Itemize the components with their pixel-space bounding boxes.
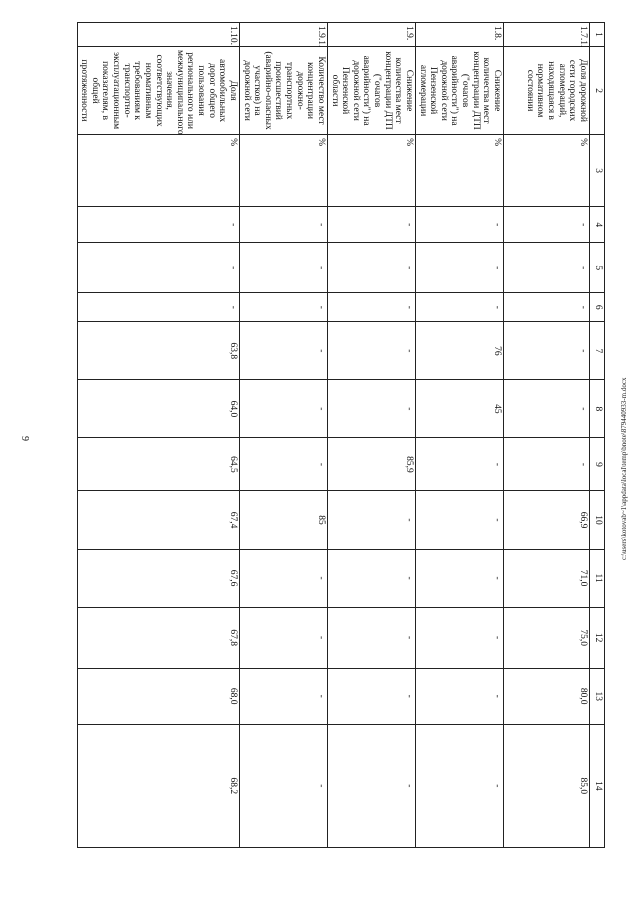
value-cell: - bbox=[77, 293, 239, 322]
column-number-header: 9 bbox=[590, 438, 605, 491]
row-number-cell: 1.7.1. bbox=[504, 23, 590, 47]
value-cell: - bbox=[240, 438, 328, 491]
column-number-header: 2 bbox=[590, 47, 605, 135]
table-row bbox=[328, 23, 416, 848]
column-number-header: 7 bbox=[590, 322, 605, 380]
value-cell: - bbox=[504, 380, 590, 438]
value-cell: 68,2 bbox=[77, 724, 239, 847]
value-cell: 68,0 bbox=[77, 668, 239, 724]
column-number-header: 11 bbox=[590, 549, 605, 607]
column-number-header: 5 bbox=[590, 243, 605, 293]
rotated-table-container bbox=[79, 22, 605, 848]
value-cell: - bbox=[240, 607, 328, 668]
indicator-name-cell: Доля автомобильных дорог общего пользования регионального или межмуниципального значения, соответствующих нормативным требованиям к транспортно-эксплуатационным показателям, в общей протяженности bbox=[77, 47, 239, 135]
table-row bbox=[416, 23, 504, 848]
value-cell: - bbox=[328, 491, 416, 549]
value-cell: - bbox=[240, 207, 328, 243]
value-cell: - bbox=[328, 207, 416, 243]
column-number-header: 14 bbox=[590, 724, 605, 847]
value-cell: - bbox=[416, 207, 504, 243]
value-cell: - bbox=[328, 293, 416, 322]
value-cell: 64,0 bbox=[77, 380, 239, 438]
column-number-row bbox=[590, 23, 605, 848]
value-cell: - bbox=[328, 724, 416, 847]
value-cell: 45 bbox=[416, 380, 504, 438]
value-cell: - bbox=[240, 549, 328, 607]
value-cell: 66,9 bbox=[504, 491, 590, 549]
value-cell: - bbox=[504, 293, 590, 322]
table-row bbox=[240, 23, 328, 848]
footer-file-path: c:\users\kotovab~1\appdata\local\temp\bnote\879440933-m.docx bbox=[620, 377, 628, 560]
column-number-header: 8 bbox=[590, 380, 605, 438]
table-row bbox=[77, 23, 239, 848]
value-cell: 85 bbox=[240, 491, 328, 549]
value-cell: - bbox=[504, 322, 590, 380]
value-cell: - bbox=[328, 243, 416, 293]
value-cell: 63,8 bbox=[77, 322, 239, 380]
value-cell: 71,0 bbox=[504, 549, 590, 607]
table-body bbox=[77, 23, 589, 848]
value-cell: 85,9 bbox=[328, 438, 416, 491]
unit-cell: % bbox=[328, 135, 416, 207]
value-cell: - bbox=[240, 380, 328, 438]
value-cell: - bbox=[328, 549, 416, 607]
column-number-header: 4 bbox=[590, 207, 605, 243]
value-cell: - bbox=[240, 243, 328, 293]
value-cell: 80,0 bbox=[504, 668, 590, 724]
unit-cell: % bbox=[504, 135, 590, 207]
page-number: 9 bbox=[19, 436, 30, 441]
column-number-header: 3 bbox=[590, 135, 605, 207]
value-cell: - bbox=[240, 668, 328, 724]
indicator-name-cell: Доля дорожной сети городских агломераций, находящаяся в нормативном состоянии bbox=[504, 47, 590, 135]
row-number-cell: 1.9. bbox=[328, 23, 416, 47]
value-cell: - bbox=[416, 549, 504, 607]
value-cell: - bbox=[328, 322, 416, 380]
value-cell: - bbox=[328, 668, 416, 724]
value-cell: - bbox=[416, 243, 504, 293]
indicator-name-cell: Снижение количества мест концентрации ДТП ("очагов аварийности") на дорожной сети Пензенской области bbox=[328, 47, 416, 135]
unit-cell: % bbox=[77, 135, 239, 207]
value-cell: 67,8 bbox=[77, 607, 239, 668]
column-number-header: 12 bbox=[590, 607, 605, 668]
value-cell: 67,4 bbox=[77, 491, 239, 549]
column-number-header: 1 bbox=[590, 23, 605, 47]
indicator-name-cell: Снижение количества мест концентрации ДТП ("очагов аварийности") на дорожной сети Пензенской агломерации bbox=[416, 47, 504, 135]
value-cell: - bbox=[504, 243, 590, 293]
value-cell: - bbox=[328, 380, 416, 438]
value-cell: - bbox=[504, 207, 590, 243]
indicators-table bbox=[77, 22, 605, 848]
value-cell: - bbox=[416, 491, 504, 549]
value-cell: - bbox=[240, 322, 328, 380]
value-cell: - bbox=[416, 438, 504, 491]
value-cell: - bbox=[416, 293, 504, 322]
value-cell: - bbox=[240, 724, 328, 847]
row-number-cell: 1.9.1. bbox=[240, 23, 328, 47]
value-cell: 75,0 bbox=[504, 607, 590, 668]
indicator-name-cell: Количество мест концентрации дорожно-транспортных происшествий (аварийно-опасных участков) на дорожной сети bbox=[240, 47, 328, 135]
value-cell: 76 bbox=[416, 322, 504, 380]
column-number-header: 6 bbox=[590, 293, 605, 322]
table-row bbox=[504, 23, 590, 848]
row-number-cell: 1.10. bbox=[77, 23, 239, 47]
value-cell: 85,0 bbox=[504, 724, 590, 847]
value-cell: - bbox=[416, 724, 504, 847]
value-cell: - bbox=[416, 668, 504, 724]
row-number-cell: 1.8. bbox=[416, 23, 504, 47]
unit-cell: % bbox=[240, 135, 328, 207]
value-cell: - bbox=[416, 607, 504, 668]
value-cell: 67,6 bbox=[77, 549, 239, 607]
column-number-header: 13 bbox=[590, 668, 605, 724]
unit-cell: % bbox=[416, 135, 504, 207]
value-cell: - bbox=[240, 293, 328, 322]
column-number-header: 10 bbox=[590, 491, 605, 549]
value-cell: - bbox=[504, 438, 590, 491]
value-cell: - bbox=[77, 243, 239, 293]
value-cell: - bbox=[77, 207, 239, 243]
value-cell: - bbox=[328, 607, 416, 668]
value-cell: 64,5 bbox=[77, 438, 239, 491]
